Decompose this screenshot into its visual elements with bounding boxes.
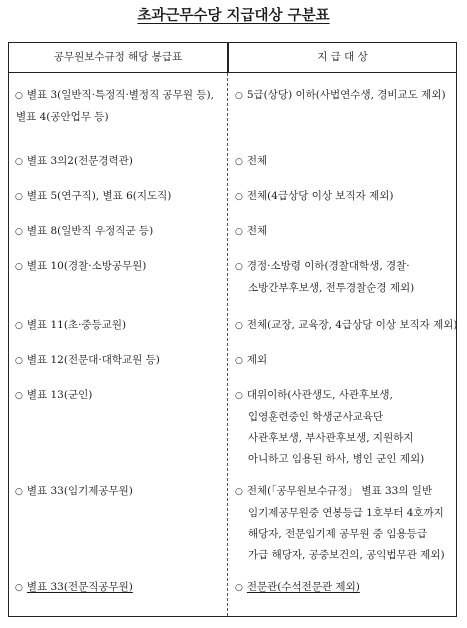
header-pay-table-column: 공무원보수규정 해당 봉급표 bbox=[53, 51, 183, 63]
left-cell-text: 별표 33(전문직공무원) bbox=[26, 581, 133, 593]
bullet-icon: ○ bbox=[15, 227, 23, 237]
bullet-icon: ○ bbox=[15, 91, 23, 101]
right-cell-line bbox=[235, 85, 453, 107]
right-cell-line bbox=[235, 407, 453, 428]
right-cell-line bbox=[235, 315, 458, 337]
bullet-icon: ○ bbox=[15, 391, 23, 401]
right-cell-text: 입영훈련중인 학생군사교육단 bbox=[248, 411, 384, 423]
right-cell bbox=[235, 256, 453, 299]
bullet-icon: ○ bbox=[15, 157, 23, 167]
right-cell-text: 전문관(수석전문관 제외) bbox=[246, 581, 360, 593]
right-cell-line bbox=[235, 524, 453, 545]
right-cell-text: 5급(상당) 이하(사법연수생, 경비교도 제외) bbox=[246, 89, 446, 101]
eligibility-table bbox=[8, 42, 457, 617]
bullet-icon: ○ bbox=[15, 487, 23, 497]
left-cell-text: 별표 4(공안업무 등) bbox=[16, 111, 109, 123]
left-cell bbox=[15, 256, 223, 278]
left-cell-line bbox=[15, 385, 223, 407]
bullet-icon: ○ bbox=[235, 356, 243, 366]
right-cell bbox=[235, 186, 453, 208]
document-title: 초과근무수당 지급대상 구분표 bbox=[137, 8, 330, 24]
right-cell-text: 전체 bbox=[246, 225, 268, 237]
left-cell bbox=[15, 577, 223, 599]
left-cell-line bbox=[15, 577, 223, 599]
left-cell bbox=[15, 385, 223, 407]
right-cell-line bbox=[235, 350, 453, 372]
left-cell-text: 별표 5(연구직), 별표 6(지도직) bbox=[26, 190, 172, 202]
right-cell-text: 제외 bbox=[246, 354, 268, 366]
right-cell bbox=[235, 315, 458, 337]
left-cell-text: 별표 8(일반직 우정직군 등) bbox=[26, 225, 154, 237]
right-cell bbox=[235, 481, 453, 566]
left-cell bbox=[15, 221, 223, 243]
right-cell bbox=[235, 151, 453, 173]
left-cell-line bbox=[15, 350, 223, 372]
bullet-icon: ○ bbox=[15, 583, 23, 593]
right-cell-text: 전체 bbox=[246, 155, 268, 167]
right-cell-text: 사관후보생, 부사관후보생, 지원하지 bbox=[248, 432, 414, 444]
left-cell-line bbox=[15, 186, 223, 208]
bullet-icon: ○ bbox=[235, 583, 243, 593]
right-cell-line bbox=[235, 428, 453, 449]
bullet-icon: ○ bbox=[235, 157, 243, 167]
bullet-icon: ○ bbox=[15, 321, 23, 331]
right-cell-text: 경정·소방령 이하(경찰대학생, 경찰· bbox=[246, 260, 410, 272]
left-cell-line bbox=[15, 256, 223, 278]
right-cell bbox=[235, 221, 453, 243]
left-cell-text: 별표 3의2(전문경력관) bbox=[26, 155, 133, 167]
right-cell-line bbox=[235, 545, 453, 566]
left-cell-line bbox=[15, 221, 223, 243]
bullet-icon: ○ bbox=[15, 356, 23, 366]
left-cell-line bbox=[15, 315, 223, 337]
right-cell bbox=[235, 350, 453, 372]
left-cell-line bbox=[15, 481, 223, 503]
right-cell-line bbox=[235, 186, 453, 208]
bullet-icon: ○ bbox=[235, 91, 243, 101]
right-cell-line bbox=[235, 481, 453, 503]
bullet-icon: ○ bbox=[235, 321, 243, 331]
left-cell-text: 별표 10(경찰·소방공무원) bbox=[26, 260, 147, 272]
body-column-divider bbox=[227, 73, 228, 616]
right-cell-line bbox=[235, 577, 453, 599]
bullet-icon: ○ bbox=[15, 262, 23, 272]
right-cell-text: 전체(「공무원보수규정」 별표 33의 일반 bbox=[246, 485, 433, 497]
left-cell-line bbox=[15, 107, 223, 128]
right-cell bbox=[235, 385, 453, 470]
right-cell-text: 임기제공무원중 연봉등급 1호부터 4호까지 bbox=[248, 507, 444, 519]
left-cell-line bbox=[15, 85, 223, 107]
right-cell-line bbox=[235, 221, 453, 243]
left-cell bbox=[15, 85, 223, 128]
left-cell-text: 별표 12(전문대·대학교원 등) bbox=[26, 354, 160, 366]
right-cell bbox=[235, 85, 453, 107]
bullet-icon: ○ bbox=[235, 391, 243, 401]
right-cell-text: 가급 해당자, 공중보건의, 공익법무관 제외) bbox=[248, 549, 445, 561]
left-cell-text: 별표 33(임기제공무원) bbox=[26, 485, 133, 497]
right-cell-text: 전체(4급상당 이상 보직자 제외) bbox=[246, 190, 394, 202]
header-eligible-column: 지 급 대 상 bbox=[317, 51, 368, 63]
bullet-icon: ○ bbox=[235, 487, 243, 497]
bullet-icon: ○ bbox=[235, 192, 243, 202]
right-cell-text: 전체(교장, 교육장, 4급상당 이상 보직자 제외) bbox=[246, 319, 458, 331]
left-cell bbox=[15, 350, 223, 372]
left-cell bbox=[15, 151, 223, 173]
right-cell-line bbox=[235, 503, 453, 524]
left-cell bbox=[15, 481, 223, 503]
left-cell-line bbox=[15, 151, 223, 173]
left-cell-text: 별표 13(군인) bbox=[26, 389, 93, 401]
bullet-icon: ○ bbox=[235, 227, 243, 237]
right-cell-line bbox=[235, 385, 453, 407]
right-cell-text: 해당자, 전문임기제 공무원 중 임용등급 bbox=[248, 528, 427, 540]
right-cell-line bbox=[235, 151, 453, 173]
right-cell-line bbox=[235, 449, 453, 470]
table-header bbox=[9, 43, 456, 73]
left-cell bbox=[15, 315, 223, 337]
right-cell-line bbox=[235, 278, 453, 299]
bullet-icon: ○ bbox=[235, 262, 243, 272]
right-cell-text: 소방간부후보생, 전투경찰순경 제외) bbox=[248, 282, 415, 294]
left-cell bbox=[15, 186, 223, 208]
right-cell-line bbox=[235, 256, 453, 278]
right-cell bbox=[235, 577, 453, 599]
left-cell-text: 별표 11(초·중등교원) bbox=[26, 319, 127, 331]
bullet-icon: ○ bbox=[15, 192, 23, 202]
header-column-divider bbox=[227, 43, 229, 72]
left-cell-text: 별표 3(일반직·특정직·별정직 공무원 등), bbox=[26, 89, 214, 101]
right-cell-text: 대위이하(사관생도, 사관후보생, bbox=[246, 389, 393, 401]
right-cell-text: 아니하고 임용된 하사, 병인 군인 제외) bbox=[248, 453, 425, 465]
